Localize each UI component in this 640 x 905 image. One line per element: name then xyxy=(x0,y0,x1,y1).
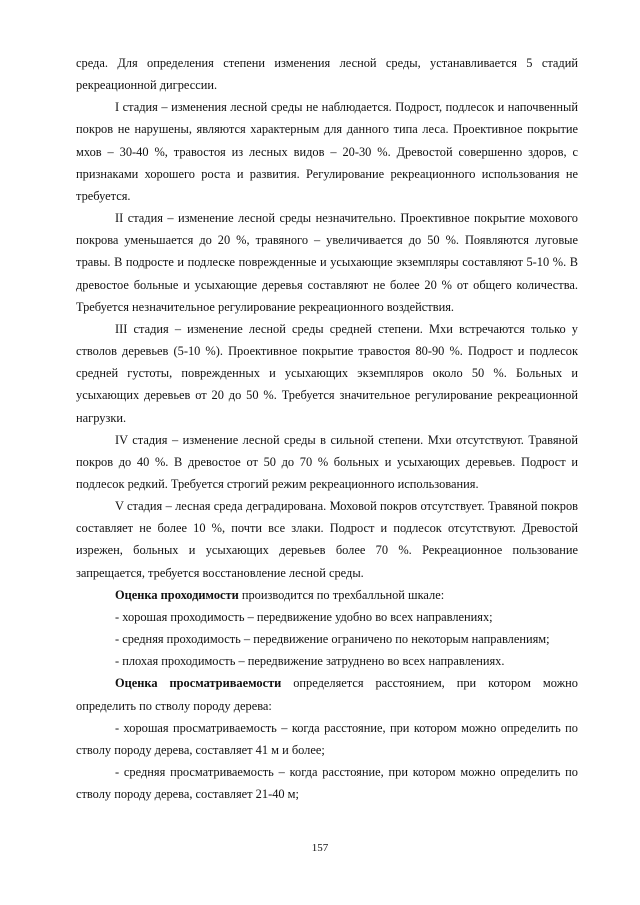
paragraph-stage-2: II стадия – изменение лесной среды незначительно. Проективное покрытие мохового покрова уменьшается до 20 %, травяного – увеличивается до 50 %. Появляются луговые травы. В подросте и подлеске поврежденные и усыхающие экземпляры составляют 5-10 %. В древостое больные и усыхающие деревья составляют не более 20 % от общего количества. Требуется незначительное регулирование рекреационного воздействия. xyxy=(76,211,578,314)
paragraph-stage-3: III стадия – изменение лесной среды средней степени. Мхи встречаются только у стволов деревьев (5-10 %). Проективное покрытие травостоя 80-90 %. Подрост и подлесок средней густоты, поврежденных и усыхающих экземпляров около 50 %. Больных и усыхающих деревьев от 20 до 50 %. Требуется значительное регулирование рекреационной нагрузки. xyxy=(76,321,578,425)
paragraph-stage-5: V стадия – лесная среда деградирована. Моховой покров отсутствует. Травяной покров составляет не более 10 %, почти все злаки. Подрост и подлесок отсутствуют. Древостой изрежен, больных и усыхающих деревьев более 70 %. Рекреационное пользование запрещается, требуется восстановление лесной среды. xyxy=(76,499,578,580)
passability-text: производится по трехбалльной шкале: xyxy=(238,587,445,602)
passability-heading: Оценка проходимости xyxy=(115,587,239,602)
paragraph-intro: среда. Для определения степени изменения лесной среды, устанавливается 5 стадий рекреационной дигрессии. xyxy=(76,56,578,93)
list-item-visibility-good: - хорошая просматриваемость – когда расстояние, при котором можно определить по стволу породу дерева, составляет 41 м и более; xyxy=(76,720,578,757)
visibility-heading: Оценка просматриваемости xyxy=(115,676,282,691)
document-page xyxy=(76,52,578,805)
list-item-passability-poor: - плохая проходимость – передвижение затруднено во всех направлениях. xyxy=(115,654,505,669)
page-number: 157 xyxy=(311,842,329,854)
visibility-text: определяется расстоянием, при котором можно определить по стволу породу дерева: xyxy=(76,676,578,713)
list-item-passability-good: - хорошая проходимость – передвижение удобно во всех направлениях; xyxy=(115,609,493,624)
list-item-visibility-medium: - средняя просматриваемость – когда расстояние, при котором можно определить по стволу породу дерева, составляет 21-40 м; xyxy=(76,765,578,802)
paragraph-stage-1: I стадия – изменения лесной среды не наблюдается. Подрост, подлесок и напочвенный покров не нарушены, являются характерным для данного типа леса. Проективное покрытие мхов – 30-40 %, травостоя из лесных видов – 20-30 %. Древостой совершенно здоров, с признаками хорошего роста и развития. Регулирование рекреационного использования не требуется. xyxy=(76,100,578,203)
list-item-passability-medium: - средняя проходимость – передвижение ограничено по некоторым направлениям; xyxy=(115,632,550,647)
paragraph-passability xyxy=(76,584,578,606)
paragraph-stage-4: IV стадия – изменение лесной среды в сильной степени. Мхи отсутствуют. Травяной покров до 40 %. В древостое от 50 до 70 % больных и усыхающих деревьев. Подрост и подлесок редкий. Требуется строгий режим рекреационного использования. xyxy=(76,432,578,491)
paragraph-visibility xyxy=(76,672,578,716)
